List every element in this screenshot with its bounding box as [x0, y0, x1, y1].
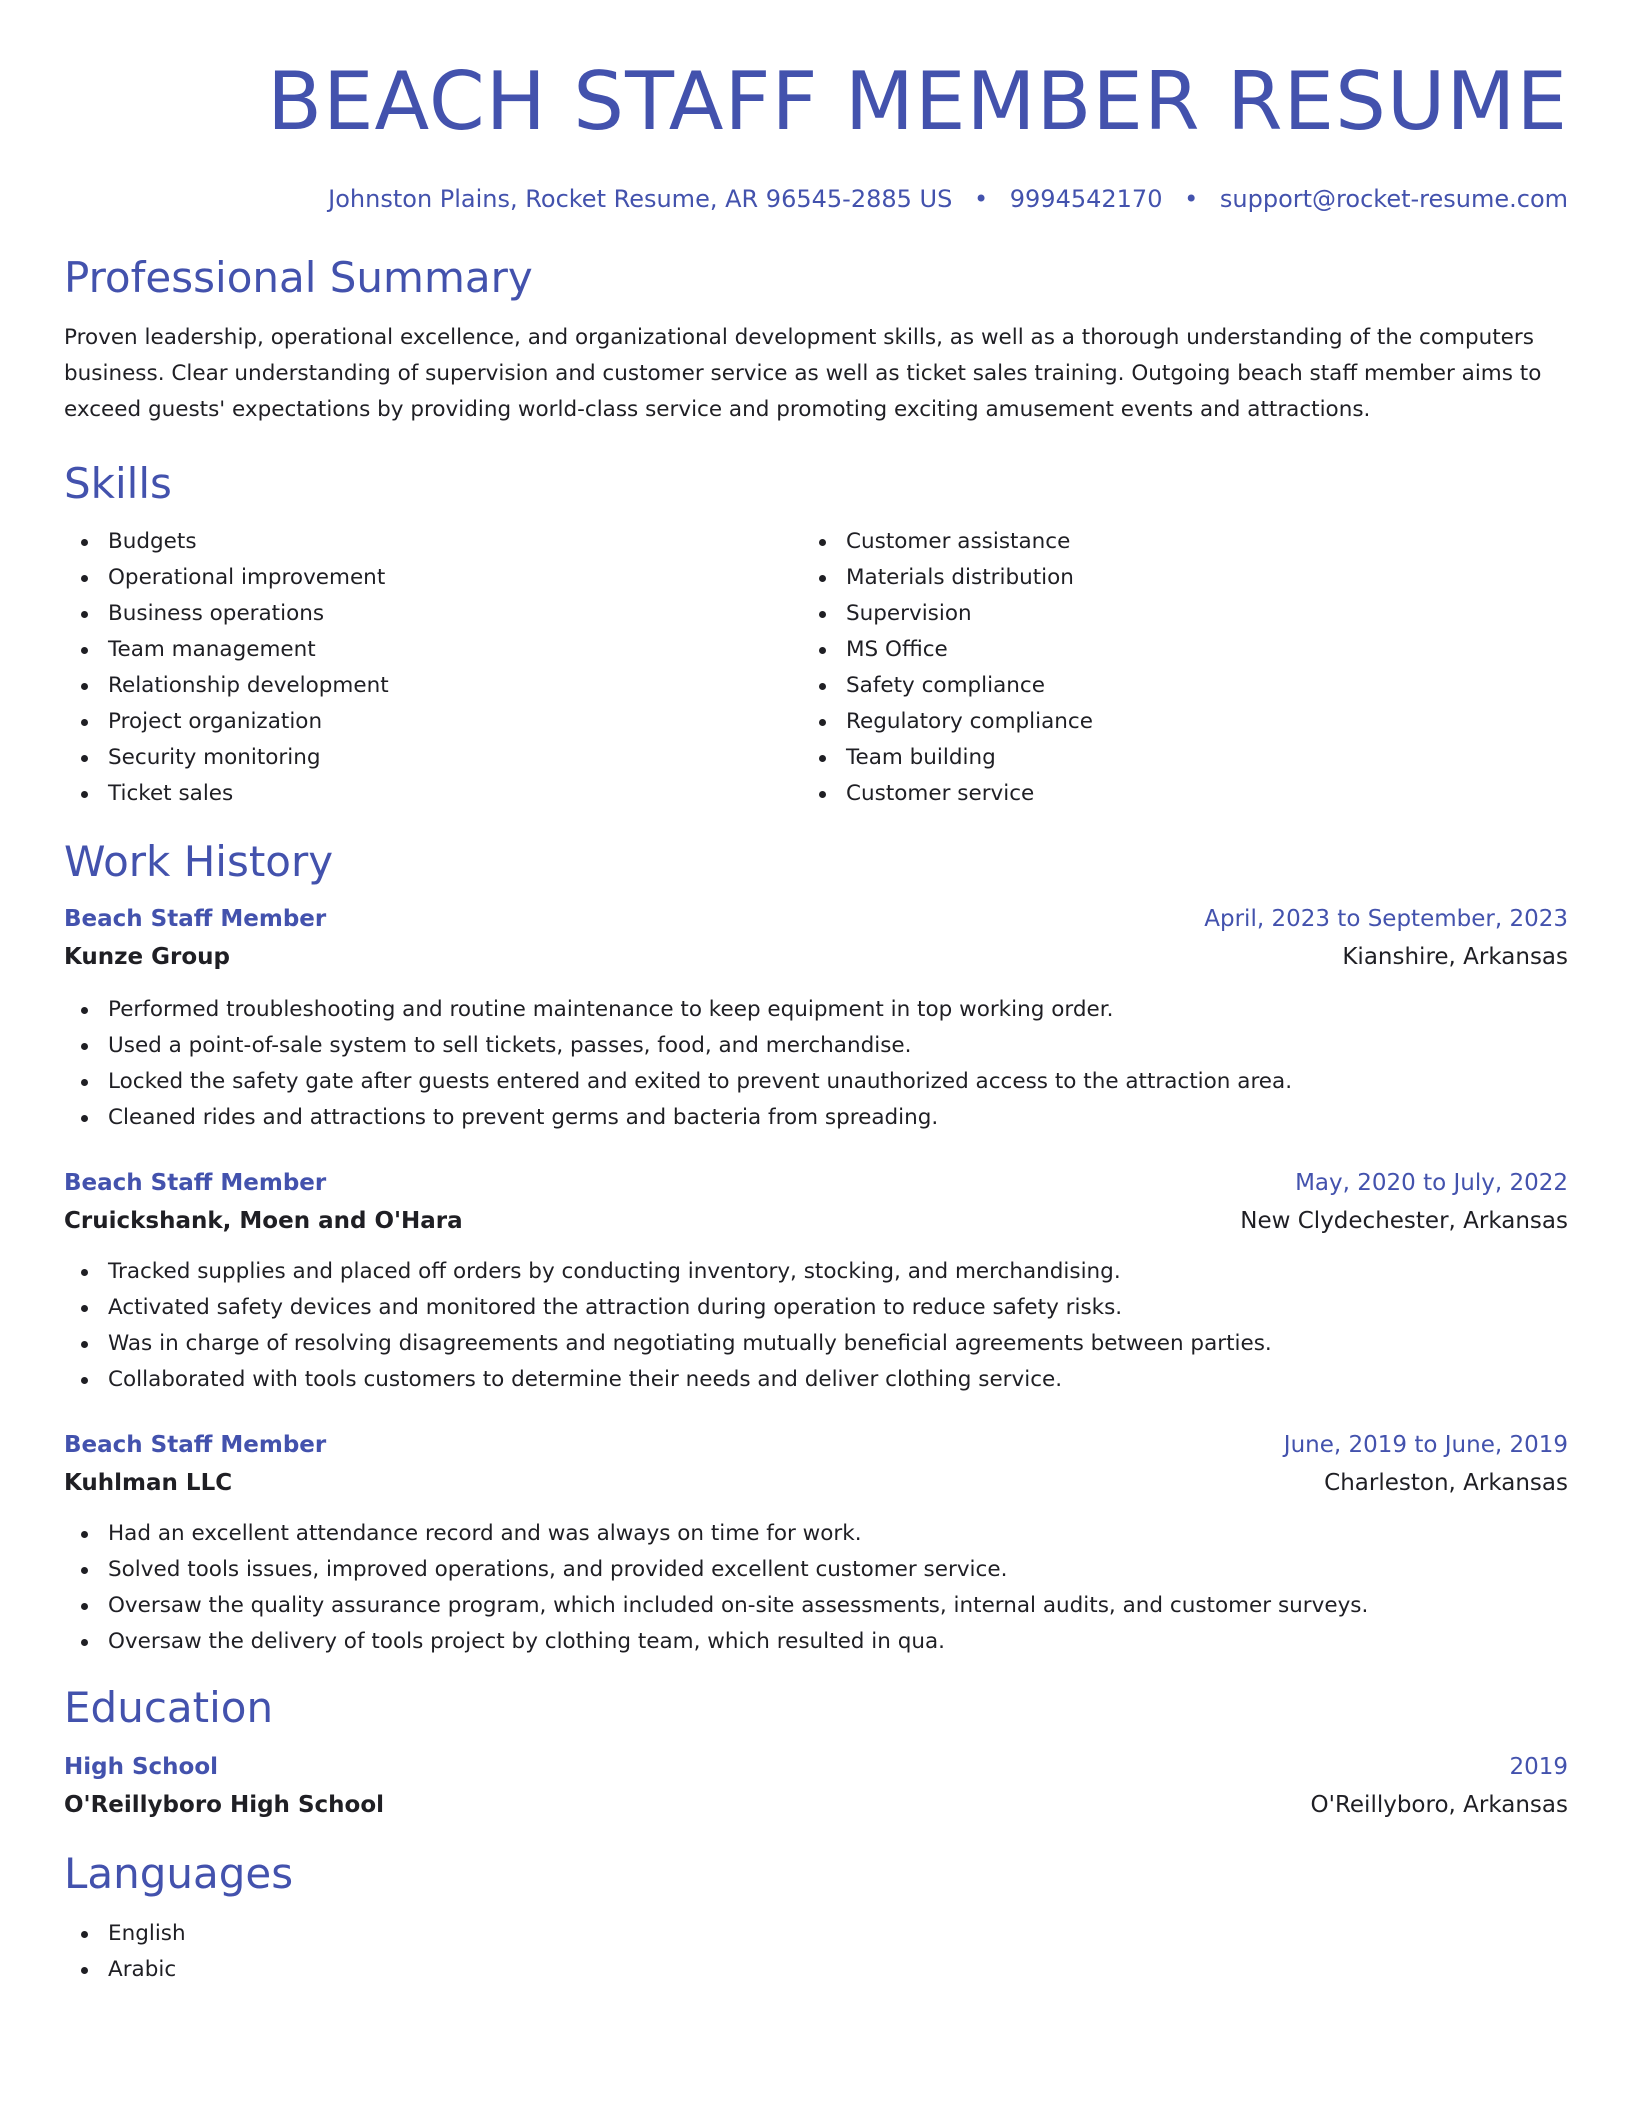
skill-item: Supervision: [802, 596, 1540, 632]
education-year: 2019: [1509, 1754, 1568, 1780]
skill-item: Operational improvement: [64, 560, 802, 596]
summary-section: [64, 250, 1568, 428]
job-bullet: Solved tools issues, improved operations, and provided excellent customer service.: [64, 1552, 1568, 1588]
job-bullet: Had an excellent attendance record and was always on time for work.: [64, 1516, 1568, 1552]
education-degree: High School: [64, 1754, 219, 1780]
work-history-section: [64, 834, 1568, 1660]
job-bullet: Tracked supplies and placed off orders by conducting inventory, stocking, and merchandising.: [64, 1254, 1568, 1290]
job-company: Kuhlman LLC: [64, 1470, 233, 1496]
skill-item: Customer service: [802, 776, 1540, 812]
language-item: Arabic: [64, 1952, 1568, 1988]
skill-item: Security monitoring: [64, 740, 802, 776]
contact-separator: •: [973, 185, 989, 213]
skill-item: Project organization: [64, 704, 802, 740]
education-section: [64, 1680, 1568, 1824]
summary-heading: Professional Summary: [64, 253, 533, 302]
skills-heading: Skills: [64, 459, 172, 508]
job-title: Beach Staff Member: [64, 1432, 327, 1458]
skill-item: Business operations: [64, 596, 802, 632]
education-heading: Education: [64, 1683, 274, 1732]
job-bullets: [64, 1516, 1568, 1660]
language-item: English: [64, 1916, 1568, 1952]
skills-grid: [64, 524, 1568, 812]
job-bullet: Was in charge of resolving disagreements and negotiating mutually beneficial agreements between parties.: [64, 1326, 1568, 1362]
job-dates: June, 2019 to June, 2019: [1283, 1432, 1568, 1458]
job-dates: April, 2023 to September, 2023: [1204, 906, 1568, 932]
job-location: Kianshire, Arkansas: [1342, 944, 1568, 970]
contact-phone: 9994542170: [1009, 185, 1163, 213]
job-bullet: Used a point-of-sale system to sell tickets, passes, food, and merchandise.: [64, 1028, 1568, 1064]
education-location: O'Reillyboro, Arkansas: [1310, 1792, 1568, 1818]
languages-section: [64, 1846, 1568, 1988]
skill-item: Safety compliance: [802, 668, 1540, 704]
job-bullet: Oversaw the delivery of tools project by clothing team, which resulted in qua.: [64, 1624, 1568, 1660]
resume-title: BEACH STAFF MEMBER RESUME: [267, 55, 1568, 148]
job-entry: [64, 1426, 1568, 1660]
job-entry: [64, 900, 1568, 1136]
skill-item: Customer assistance: [802, 524, 1540, 560]
job-company: Kunze Group: [64, 944, 231, 970]
job-company: Cruickshank, Moen and O'Hara: [64, 1208, 463, 1234]
job-bullet: Performed troubleshooting and routine maintenance to keep equipment in top working order.: [64, 992, 1568, 1028]
job-title: Beach Staff Member: [64, 906, 327, 932]
job-bullet: Cleaned rides and attractions to prevent germs and bacteria from spreading.: [64, 1100, 1568, 1136]
job-bullet: Oversaw the quality assurance program, which included on-site assessments, internal audits, and customer surveys.: [64, 1588, 1568, 1624]
job-location: New Clydechester, Arkansas: [1240, 1208, 1568, 1234]
job-location: Charleston, Arkansas: [1324, 1470, 1568, 1496]
skill-item: Budgets: [64, 524, 802, 560]
languages-list: [64, 1916, 1568, 1988]
job-bullet: Collaborated with tools customers to determine their needs and deliver clothing service.: [64, 1362, 1568, 1398]
skill-item: Relationship development: [64, 668, 802, 704]
contact-address: Johnston Plains, Rocket Resume, AR 96545-2885 US: [328, 185, 953, 213]
contact-email: support@rocket-resume.com: [1219, 185, 1568, 213]
job-title: Beach Staff Member: [64, 1170, 327, 1196]
education-entry: [64, 1748, 1568, 1824]
education-school: O'Reillyboro High School: [64, 1792, 385, 1818]
skill-item: Team management: [64, 632, 802, 668]
skill-item: MS Office: [802, 632, 1540, 668]
skills-list-right: [802, 524, 1540, 812]
contact-line: [64, 182, 1568, 216]
job-bullet: Locked the safety gate after guests entered and exited to prevent unauthorized access to the attraction area.: [64, 1064, 1568, 1100]
skill-item: Materials distribution: [802, 560, 1540, 596]
work-history-heading: Work History: [64, 837, 334, 886]
skills-list-left: [64, 524, 802, 812]
job-entry: [64, 1164, 1568, 1398]
summary-text: Proven leadership, operational excellence, and organizational development skills, as well as a thorough understanding of the computers business. Clear understanding of supervision and customer service as well as ticket sales training. Outgoing beach staff member aims to exceed guests' expectations by providing world-class service and promoting exciting amusement events and attractions.: [64, 325, 1542, 422]
languages-heading: Languages: [64, 1849, 294, 1898]
contact-separator: •: [1184, 185, 1199, 213]
job-dates: May, 2020 to July, 2022: [1295, 1170, 1568, 1196]
skills-section: [64, 456, 1568, 812]
skill-item: Ticket sales: [64, 776, 802, 812]
skill-item: Team building: [802, 740, 1540, 776]
job-bullets: [64, 992, 1568, 1136]
skill-item: Regulatory compliance: [802, 704, 1540, 740]
job-bullets: [64, 1254, 1568, 1398]
job-bullet: Activated safety devices and monitored the attraction during operation to reduce safety risks.: [64, 1290, 1568, 1326]
